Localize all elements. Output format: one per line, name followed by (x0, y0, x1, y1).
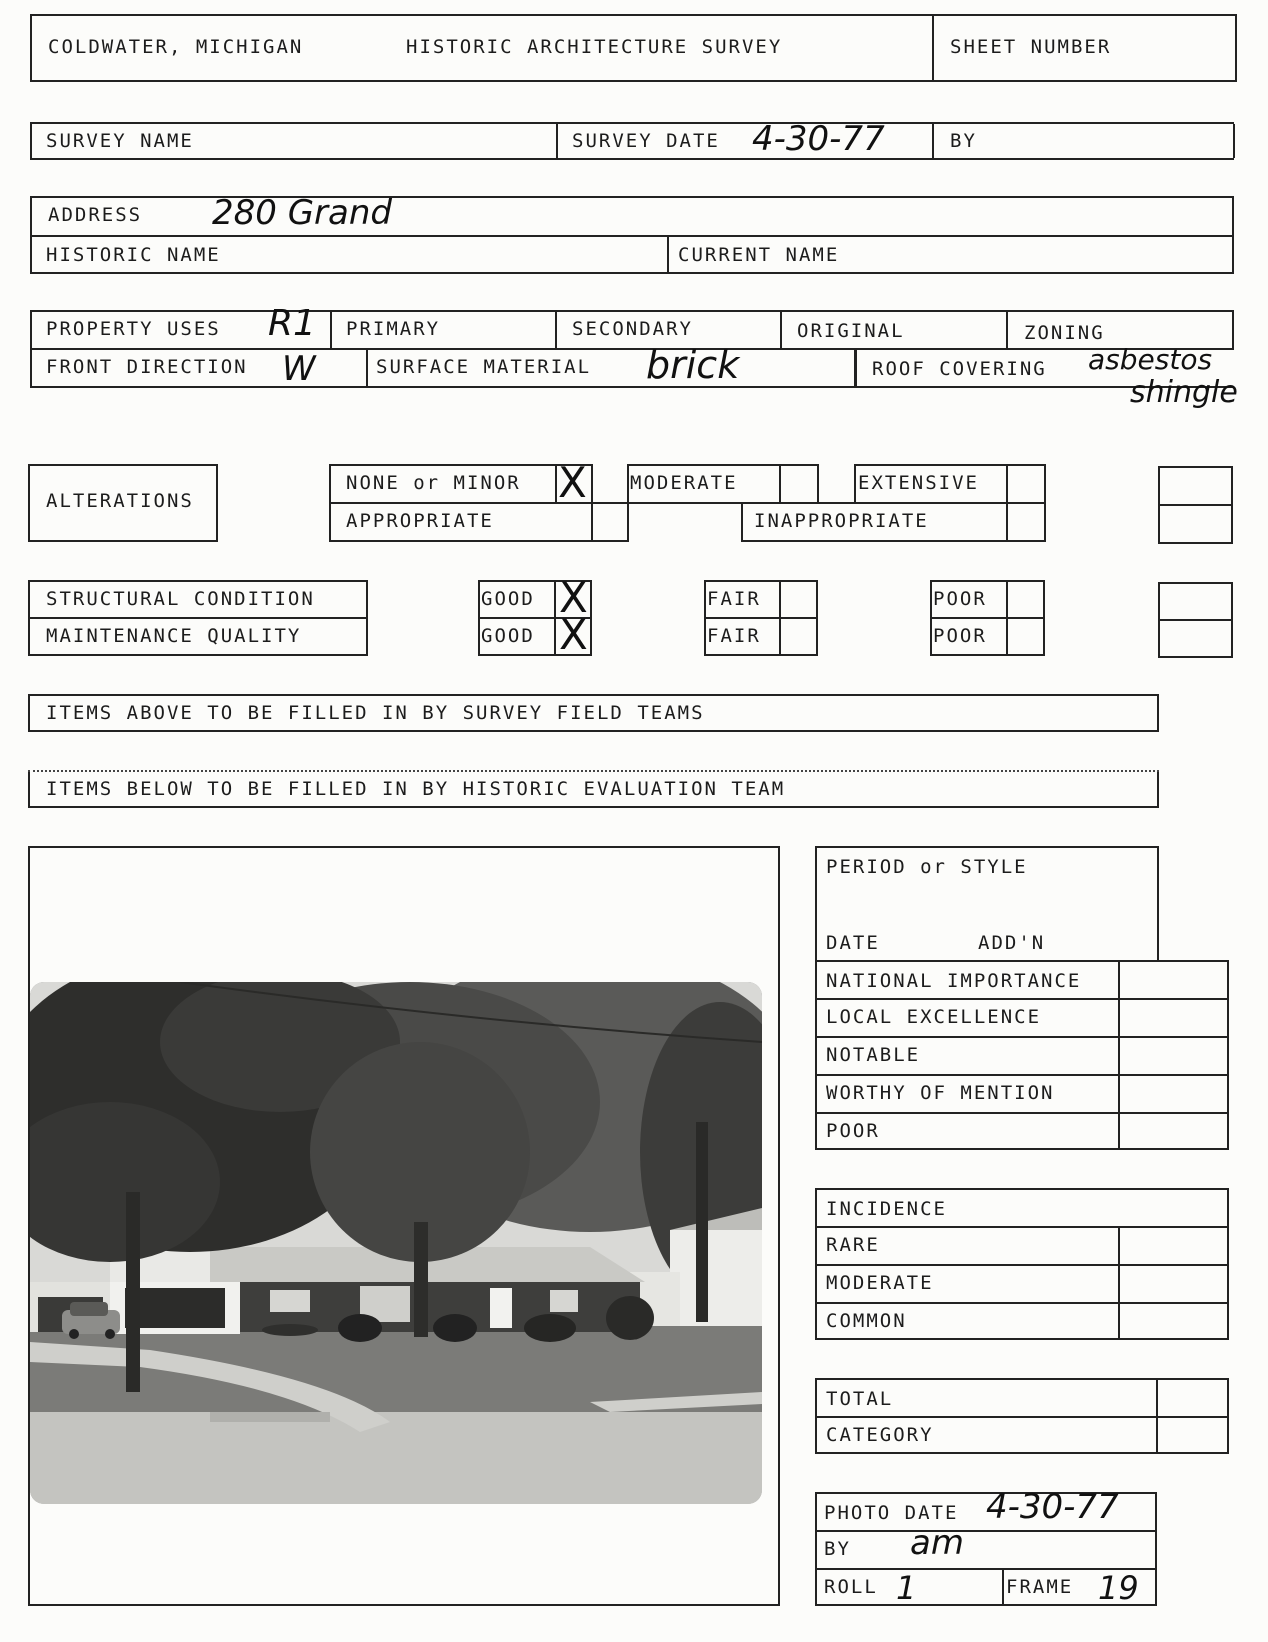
surface-material-label: SURFACE MATERIAL (376, 356, 592, 378)
none-minor-label: NONE or MINOR (346, 472, 521, 494)
sheet-number-label: SHEET NUMBER (950, 36, 1112, 58)
none-minor-check[interactable]: X (558, 458, 587, 507)
photo-by-value: am (910, 1523, 964, 1563)
structural-condition-label: STRUCTURAL CONDITION (46, 588, 315, 610)
structural-fair-label: FAIR (707, 588, 761, 610)
period-style-label: PERIOD or STYLE (826, 856, 1028, 878)
date-label: DATE (826, 932, 880, 954)
structural-poor-label: POOR (933, 588, 987, 610)
survey-divider-1 (556, 122, 558, 160)
roof-covering-value-1: asbestos (1088, 343, 1213, 376)
current-name-label: CURRENT NAME (678, 244, 840, 266)
condition-score-divider (1158, 619, 1233, 621)
address-value: 280 Grand (212, 193, 392, 233)
structural-good-label: GOOD (481, 588, 535, 610)
photo-info-row-1 (815, 1530, 1157, 1532)
condition-label-divider (28, 617, 368, 619)
moderate-check-divider (779, 464, 781, 504)
totals-row-divider (815, 1416, 1229, 1418)
property-uses-label: PROPERTY USES (46, 318, 221, 340)
none-minor-check-divider (555, 464, 557, 504)
alterations-label: ALTERATIONS (46, 490, 194, 512)
structural-good-check[interactable]: X (559, 573, 588, 622)
evaluation-team-note: ITEMS BELOW TO BE FILLED IN BY HISTORIC EVALUATION TEAM (46, 778, 786, 800)
photo-date-value: 4-30-77 (986, 1487, 1119, 1527)
secondary-label: SECONDARY (572, 318, 693, 340)
survey-by-label: BY (950, 130, 977, 152)
fair-cells-divider (704, 617, 818, 619)
original-label: ORIGINAL (797, 320, 905, 342)
incidence-score-divider (1118, 1226, 1120, 1340)
fair-check-divider (779, 580, 781, 656)
survey-name-label: SURVEY NAME (46, 130, 194, 152)
city-label: COLDWATER, MICHIGAN (48, 36, 304, 58)
historic-name-label: HISTORIC NAME (46, 244, 221, 266)
front-direction-value: W (282, 349, 316, 389)
local-excellence-label: LOCAL EXCELLENCE (826, 1006, 1042, 1028)
roll-label: ROLL (824, 1576, 878, 1598)
property-uses-value: R1 (268, 303, 316, 344)
frame-value: 19 (1098, 1569, 1139, 1607)
survey-date-value: 4-30-77 (752, 119, 885, 159)
poor-cells-divider (930, 617, 1045, 619)
appropriate-check-divider (591, 502, 593, 542)
zoning-label: ZONING (1024, 322, 1105, 344)
incidence-moderate-label: MODERATE (826, 1272, 934, 1294)
roll-frame-divider (1002, 1568, 1004, 1606)
importance-score-divider (1118, 960, 1120, 1150)
field-teams-note: ITEMS ABOVE TO BE FILLED IN BY SURVEY FIELD TEAMS (46, 702, 705, 724)
poor-rating-label: POOR (826, 1120, 880, 1142)
front-direction-label: FRONT DIRECTION (46, 356, 248, 378)
importance-row-2 (815, 1036, 1229, 1038)
primary-label: PRIMARY (346, 318, 441, 340)
alterations-score-divider (1158, 504, 1233, 506)
notable-label: NOTABLE (826, 1044, 921, 1066)
maintenance-quality-label: MAINTENANCE QUALITY (46, 625, 302, 647)
appropriate-label: APPROPRIATE (346, 510, 494, 532)
address-label: ADDRESS (48, 204, 143, 226)
worthy-of-mention-label: WORTHY OF MENTION (826, 1082, 1055, 1104)
surface-material-value: brick (646, 343, 740, 387)
good-check-divider (554, 580, 556, 656)
extensive-label: EXTENSIVE (858, 472, 979, 494)
survey-end (1233, 124, 1235, 158)
prop-divider-3 (780, 310, 782, 350)
survey-divider-2 (932, 122, 934, 160)
prop-divider-1 (330, 310, 332, 350)
frame-label: FRAME (1006, 1576, 1074, 1598)
incidence-row-2 (815, 1264, 1229, 1266)
category-label: CATEGORY (826, 1424, 934, 1446)
photo-by-label: BY (824, 1538, 851, 1560)
prop-divider-2 (555, 310, 557, 350)
photo-date-label: PHOTO DATE (824, 1502, 959, 1524)
roll-value: 1 (896, 1569, 917, 1607)
addn-label: ADD'N (978, 932, 1046, 954)
importance-row-4 (815, 1112, 1229, 1114)
poor-check-divider (1006, 580, 1008, 656)
photo-illustration (30, 982, 762, 1504)
address-row-divider (30, 235, 1234, 237)
evaluation-team-top-rule (28, 770, 1159, 772)
roof-covering-value-2: shingle (1130, 375, 1238, 410)
common-label: COMMON (826, 1310, 907, 1332)
header-divider (932, 14, 934, 82)
roof-covering-label: ROOF COVERING (872, 358, 1047, 380)
maintenance-fair-label: FAIR (707, 625, 761, 647)
rare-label: RARE (826, 1234, 880, 1256)
total-label: TOTAL (826, 1388, 894, 1410)
survey-date-label: SURVEY DATE (572, 130, 720, 152)
incidence-row-3 (815, 1302, 1229, 1304)
form-title: HISTORIC ARCHITECTURE SURVEY (406, 36, 783, 58)
national-importance-label: NATIONAL IMPORTANCE (826, 970, 1082, 992)
importance-row-1 (815, 998, 1229, 1000)
inappropriate-label: INAPPROPRIATE (754, 510, 929, 532)
maintenance-poor-label: POOR (933, 625, 987, 647)
incidence-row-1 (815, 1226, 1229, 1228)
maintenance-good-label: GOOD (481, 625, 535, 647)
address-col-divider (667, 235, 669, 274)
maintenance-good-check[interactable]: X (559, 610, 588, 659)
incidence-label: INCIDENCE (826, 1198, 947, 1220)
house-photograph (30, 982, 762, 1504)
moderate-label: MODERATE (630, 472, 738, 494)
prop-divider-4 (1006, 310, 1008, 350)
importance-row-3 (815, 1074, 1229, 1076)
